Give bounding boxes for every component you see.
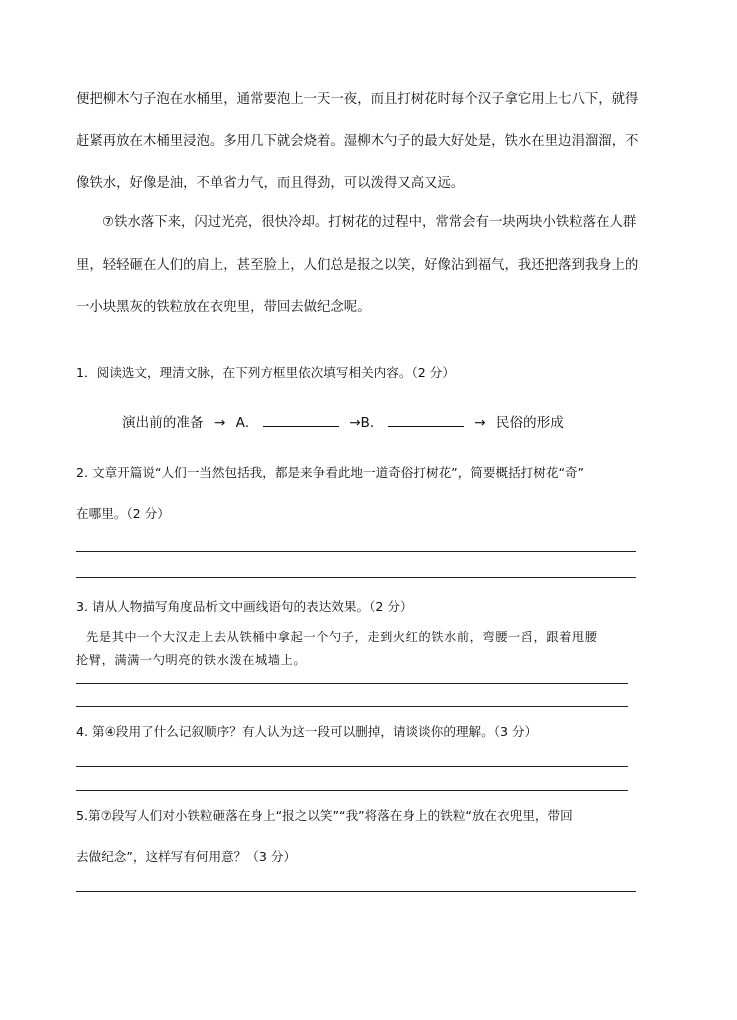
flow-arrow-2: → — [474, 415, 486, 431]
answer-line-q4-2[interactable] — [76, 790, 628, 791]
question-4: 4. 第④段用了什么记叙顺序？有人认为这一段可以删掉，请谈谈你的理解。（3 分） — [76, 724, 538, 739]
answer-line-q2-1[interactable] — [76, 551, 636, 552]
question-2-line1: 2. 文章开篇说“人们一当然包括我，都是来争看此地一道奇俗打树花”，简要概括打树花“奇” — [76, 465, 585, 480]
flow-a-label: A． — [235, 415, 259, 431]
question-5-line2: 去做纪念”，这样写有何用意？（3 分） — [76, 849, 297, 864]
passage-p1-line1: 便把柳木勺子泡在水桶里，通常要泡上一天一夜，而且打树花时每个汉子拿它用上七八下，就得 — [76, 92, 639, 107]
flow-row — [122, 412, 564, 433]
answer-line-q5-1[interactable] — [76, 891, 636, 892]
flow-a-blank[interactable] — [263, 412, 339, 427]
passage-p1-line3: 像铁水，好像是油，不单省力气，而且得劲，可以泼得又高又远。 — [76, 176, 465, 191]
answer-line-q2-2[interactable] — [76, 577, 636, 578]
answer-line-q3-2[interactable] — [76, 706, 628, 707]
flow-b-blank[interactable] — [388, 412, 464, 427]
passage-p1-line2: 赶紧再放在木桶里浸泡。多用几下就会烧着。湿柳木勺子的最大好处是，铁水在里边涓溜溜，不 — [76, 134, 639, 149]
flow-b-prefix: →B． — [349, 415, 384, 431]
question-3: 3. 请从人物描写角度品析文中画线语句的表达效果。（2 分） — [76, 599, 413, 614]
question-3-quote-line1: 先是其中一个大汉走上去从铁桶中拿起一个勺子，走到火红的铁水前，弯腰一舀，跟着甩腰 — [86, 630, 598, 644]
question-5-line1: 5.第⑦段写人们对小铁粒砸落在身上“报之以笑”“我”将落在身上的铁粒“放在衣兜里，带回 — [76, 808, 573, 823]
passage-p2-line1: ⑦铁水落下来，闪过光亮，很快冷却。打树花的过程中，常常会有一块两块小铁粒落在人群 — [102, 215, 637, 230]
answer-line-q3-1[interactable] — [76, 683, 628, 684]
question-1: 1．阅读选文，理清文脉，在下列方框里依次填写相关内容。（2 分） — [76, 365, 455, 380]
flow-end: 民俗的形成 — [495, 415, 564, 431]
question-2-line2: 在哪里。（2 分） — [76, 506, 170, 521]
passage-p2-line2: 里，轻轻砸在人们的肩上，甚至脸上，人们总是报之以笑，好像沾到福气，我还把落到我身上的 — [76, 258, 639, 273]
passage-p2-line3: 一小块黑灰的铁粒放在衣兜里，带回去做纪念呢。 — [76, 300, 371, 315]
flow-arrow-1: → — [213, 415, 226, 431]
question-3-quote-line2: 抡臂，满满一勺明亮的铁水泼在城墙上。 — [76, 653, 307, 667]
flow-start: 演出前的准备 — [122, 415, 204, 431]
answer-line-q4-1[interactable] — [76, 766, 628, 767]
